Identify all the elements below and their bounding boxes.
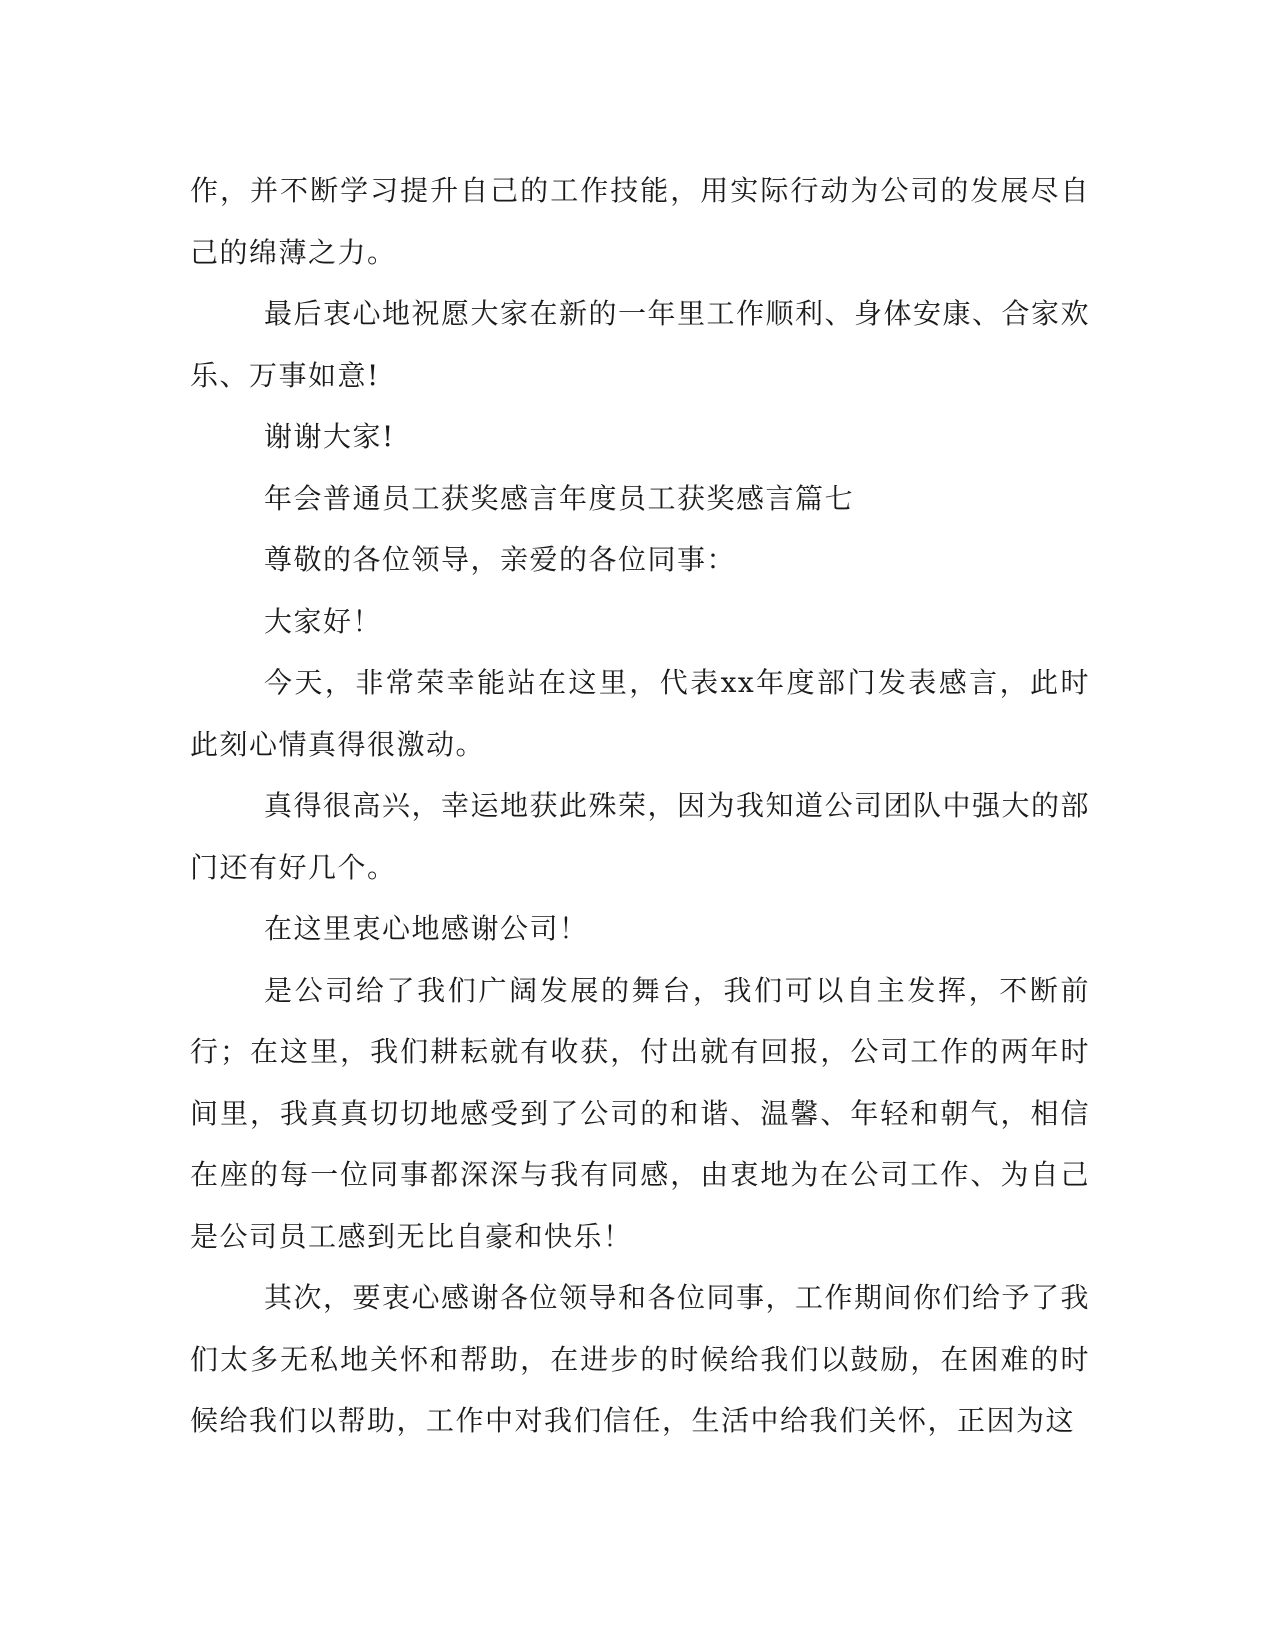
paragraph-greeting: 大家好！ bbox=[264, 604, 383, 638]
paragraph-continuation: 作，并不断学习提升自己的工作技能，用实际行动为公司的发展尽自己的绵薄之力。 bbox=[190, 174, 1090, 269]
paragraph-salutation: 尊敬的各位领导，亲爱的各位同事： bbox=[264, 543, 737, 576]
document-body bbox=[190, 160, 1090, 1452]
paragraph-opening: 今天，非常荣幸能站在这里，代表xx年度部门发表感言，此时此刻心情真得很激动。 bbox=[190, 666, 1090, 761]
paragraph-thank-colleagues: 其次，要衷心感谢各位领导和各位同事，工作期间你们给予了我们太多无私地关怀和帮助，在进步的时候给我们以鼓励，在困难的时候给我们以帮助，工作中对我们信任，生活中给我们关怀，正因为这 bbox=[190, 1281, 1091, 1437]
paragraph-closing-wishes: 最后衷心地祝愿大家在新的一年里工作顺利、身体安康、合家欢乐、万事如意! bbox=[190, 297, 1091, 392]
paragraph-company-stage: 是公司给了我们广阔发展的舞台，我们可以自主发挥，不断前行；在这里，我们耕耘就有收获，付出就有回报，公司工作的两年时间里，我真真切切地感受到了公司的和谐、温馨、年轻和朝气，相信在座的每一位同事都深深与我有同感，由衷地为在公司工作、为自己是公司员工感到无比自豪和快乐！ bbox=[190, 973, 1090, 1253]
section-heading: 年会普通员工获奖感言年度员工获奖感言篇七 bbox=[264, 481, 855, 515]
paragraph-thanks: 谢谢大家! bbox=[264, 420, 395, 453]
paragraph-thank-company: 在这里衷心地感谢公司！ bbox=[264, 912, 589, 945]
paragraph-honor: 真得很高兴，幸运地获此殊荣，因为我知道公司团队中强大的部门还有好几个。 bbox=[190, 789, 1091, 884]
